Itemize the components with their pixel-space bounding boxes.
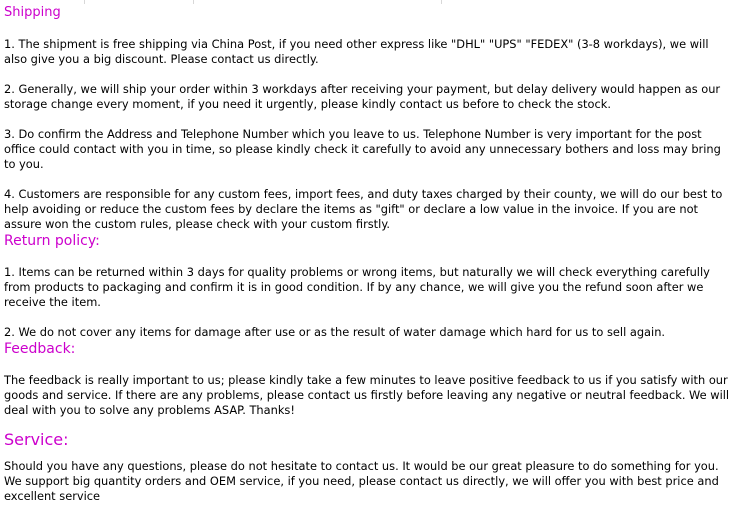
policy-page	[4, 4, 731, 504]
shipping-item-2: 2. Generally, we will ship your order within 3 workdays after receiving your payment, but delay delivery would happen as our storage change every moment, if you need it urgently, please kindly contact us before to check the stock.	[4, 82, 721, 111]
service-heading: Service:	[4, 430, 69, 449]
shipping-item-4: 4. Customers are responsible for any custom fees, import fees, and duty taxes charged by their county, we will do our best to help avoiding or reduce the custom fees by declare the items as "gift" or declare a low value in the invoice. If you are not assure won the custom rules, please check with your custom firstly.	[4, 187, 723, 231]
shipping-item-1: 1. The shipment is free shipping via China Post, if you need other express like "DHL" "UPS" "FEDEX" (3-8 workdays), we will also give you a big discount. Please contact us directly.	[4, 37, 709, 66]
return-policy-item-1: 1. Items can be returned within 3 days for quality problems or wrong items, but naturally we will check everything carefully from products to packaging and confirm it is in good condition. If by any chance, we will give you the refund soon after we receive the item.	[4, 265, 710, 309]
return-policy-item-2: 2. We do not cover any items for damage after use or as the result of water damage which hard for us to sell again.	[4, 325, 666, 339]
return-policy-heading: Return policy:	[4, 233, 100, 249]
shipping-item-3: 3. Do confirm the Address and Telephone Number which you leave to us. Telephone Number is very important for the post office could contact with you in time, so please kindly check it carefully to avoid any unnecessary bothers and loss may bring to you.	[4, 127, 721, 171]
feedback-text: The feedback is really important to us; please kindly take a few minutes to leave positive feedback to us if you satisfy with our goods and service. If there are any problems, please contact us firstly before leaving any negative or neutral feedback. We will deal with you to solve any problems ASAP. Thanks!	[4, 373, 730, 417]
shipping-section	[4, 4, 731, 232]
return-policy-section	[4, 232, 731, 340]
feedback-section	[4, 340, 731, 418]
feedback-heading: Feedback:	[4, 341, 76, 357]
service-section	[4, 431, 731, 504]
service-text: Should you have any questions, please do not hesitate to contact us. It would be our great pleasure to do something for you. We support big quantity orders and OEM service, if you need, please contact us directly, we will offer you with best price and excellent service	[4, 459, 719, 503]
shipping-heading: Shipping	[4, 5, 61, 20]
